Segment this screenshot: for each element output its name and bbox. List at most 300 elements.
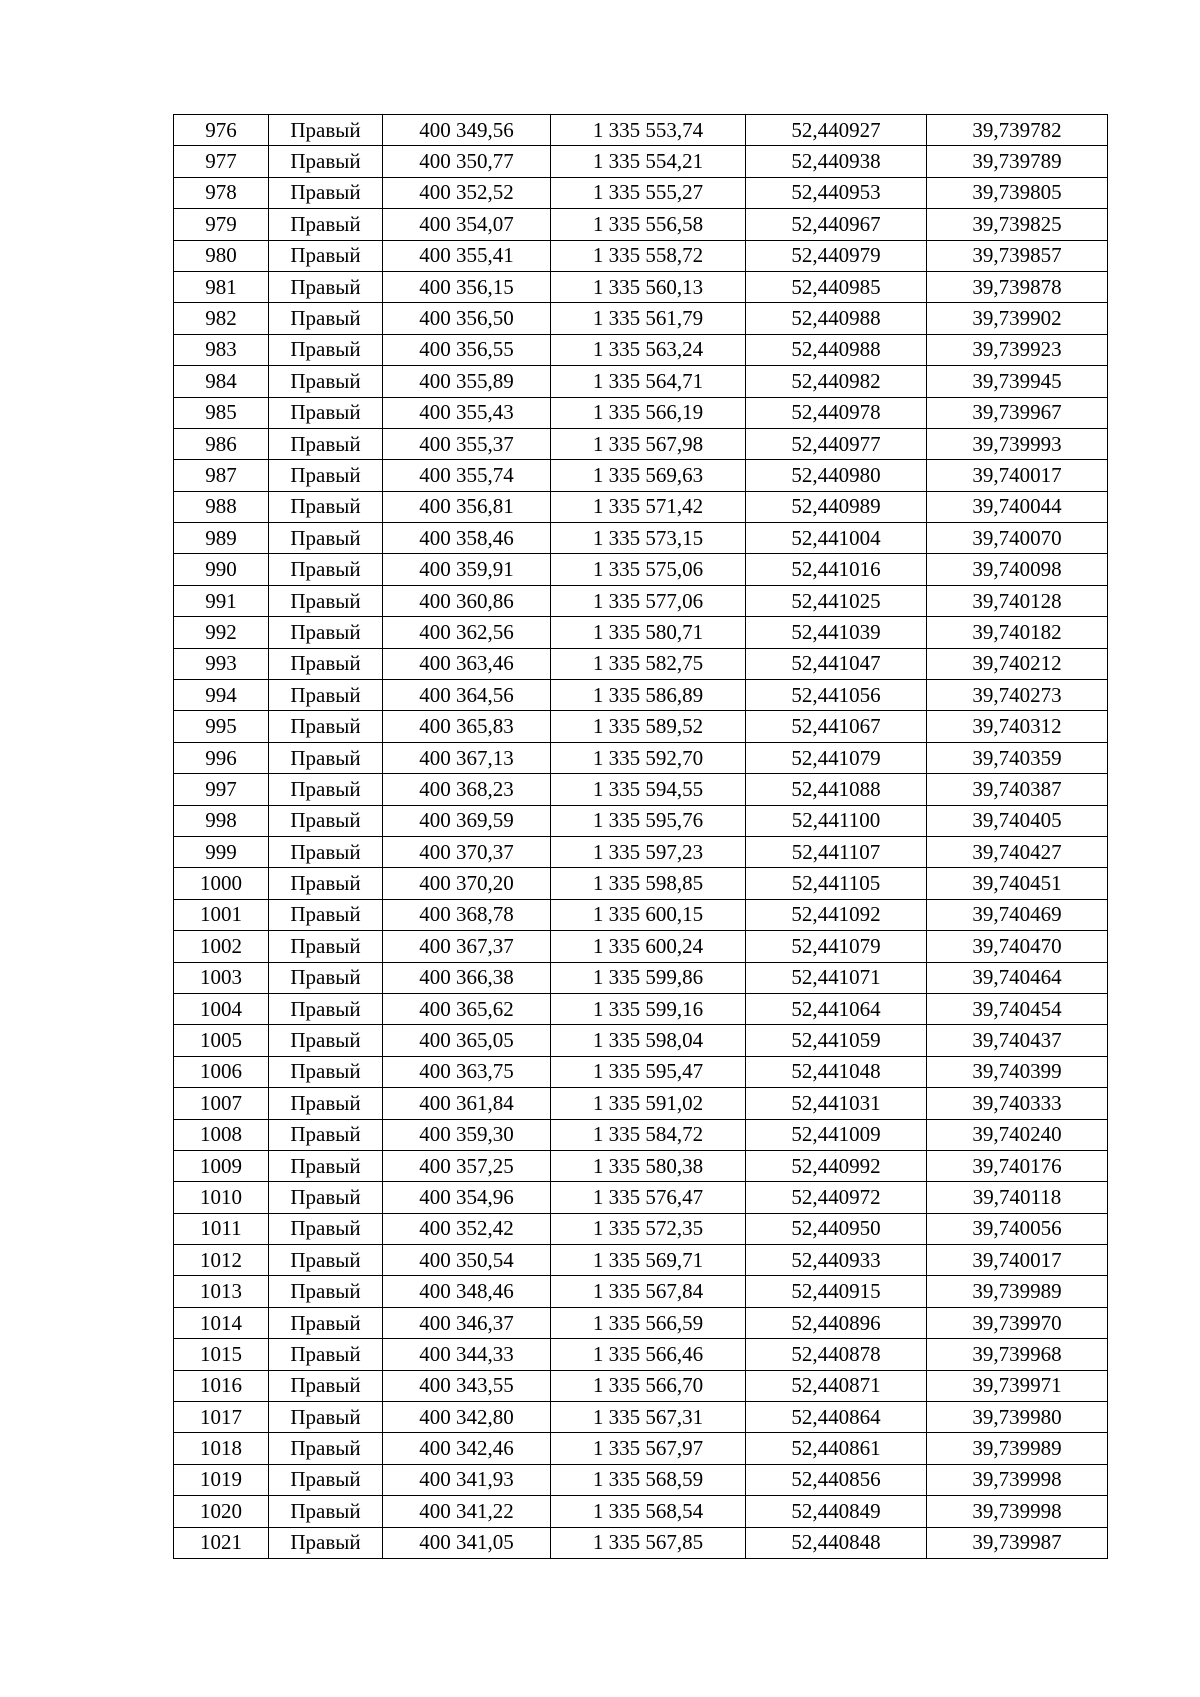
y-coordinate-cell: 1 335 564,71 xyxy=(551,366,746,397)
point-number-cell: 1016 xyxy=(174,1370,269,1401)
point-number-cell: 986 xyxy=(174,428,269,459)
longitude-cell: 39,740098 xyxy=(927,554,1108,585)
table-row xyxy=(174,115,1108,146)
y-coordinate-cell: 1 335 597,23 xyxy=(551,836,746,867)
y-coordinate-cell: 1 335 560,13 xyxy=(551,271,746,302)
longitude-cell: 39,739993 xyxy=(927,428,1108,459)
x-coordinate-cell: 400 355,89 xyxy=(383,366,551,397)
longitude-cell: 39,739857 xyxy=(927,240,1108,271)
point-number-cell: 1008 xyxy=(174,1119,269,1150)
table-row xyxy=(174,1182,1108,1213)
point-number-cell: 1010 xyxy=(174,1182,269,1213)
table-body xyxy=(174,115,1108,1559)
table-row xyxy=(174,1150,1108,1181)
latitude-cell: 52,440861 xyxy=(746,1433,927,1464)
longitude-cell: 39,740359 xyxy=(927,742,1108,773)
x-coordinate-cell: 400 350,54 xyxy=(383,1245,551,1276)
longitude-cell: 39,740182 xyxy=(927,617,1108,648)
side-cell: Правый xyxy=(269,1182,383,1213)
table-row xyxy=(174,1245,1108,1276)
longitude-cell: 39,740128 xyxy=(927,585,1108,616)
x-coordinate-cell: 400 368,78 xyxy=(383,899,551,930)
x-coordinate-cell: 400 356,15 xyxy=(383,271,551,302)
side-cell: Правый xyxy=(269,836,383,867)
longitude-cell: 39,739945 xyxy=(927,366,1108,397)
x-coordinate-cell: 400 344,33 xyxy=(383,1339,551,1370)
latitude-cell: 52,440878 xyxy=(746,1339,927,1370)
longitude-cell: 39,739805 xyxy=(927,177,1108,208)
point-number-cell: 1014 xyxy=(174,1307,269,1338)
side-cell: Правый xyxy=(269,303,383,334)
table-row xyxy=(174,742,1108,773)
point-number-cell: 1001 xyxy=(174,899,269,930)
x-coordinate-cell: 400 365,62 xyxy=(383,993,551,1024)
y-coordinate-cell: 1 335 569,63 xyxy=(551,460,746,491)
longitude-cell: 39,740399 xyxy=(927,1056,1108,1087)
side-cell: Правый xyxy=(269,899,383,930)
y-coordinate-cell: 1 335 589,52 xyxy=(551,711,746,742)
y-coordinate-cell: 1 335 575,06 xyxy=(551,554,746,585)
y-coordinate-cell: 1 335 567,97 xyxy=(551,1433,746,1464)
latitude-cell: 52,440915 xyxy=(746,1276,927,1307)
latitude-cell: 52,440988 xyxy=(746,334,927,365)
side-cell: Правый xyxy=(269,931,383,962)
side-cell: Правый xyxy=(269,115,383,146)
y-coordinate-cell: 1 335 576,47 xyxy=(551,1182,746,1213)
x-coordinate-cell: 400 341,05 xyxy=(383,1527,551,1558)
latitude-cell: 52,441105 xyxy=(746,868,927,899)
side-cell: Правый xyxy=(269,1496,383,1527)
x-coordinate-cell: 400 367,13 xyxy=(383,742,551,773)
y-coordinate-cell: 1 335 595,47 xyxy=(551,1056,746,1087)
table-row xyxy=(174,491,1108,522)
latitude-cell: 52,441059 xyxy=(746,1025,927,1056)
x-coordinate-cell: 400 367,37 xyxy=(383,931,551,962)
longitude-cell: 39,739980 xyxy=(927,1402,1108,1433)
y-coordinate-cell: 1 335 591,02 xyxy=(551,1088,746,1119)
longitude-cell: 39,740176 xyxy=(927,1150,1108,1181)
x-coordinate-cell: 400 355,74 xyxy=(383,460,551,491)
x-coordinate-cell: 400 343,55 xyxy=(383,1370,551,1401)
longitude-cell: 39,740017 xyxy=(927,460,1108,491)
y-coordinate-cell: 1 335 599,16 xyxy=(551,993,746,1024)
y-coordinate-cell: 1 335 584,72 xyxy=(551,1119,746,1150)
x-coordinate-cell: 400 360,86 xyxy=(383,585,551,616)
x-coordinate-cell: 400 354,07 xyxy=(383,209,551,240)
point-number-cell: 976 xyxy=(174,115,269,146)
longitude-cell: 39,740070 xyxy=(927,523,1108,554)
longitude-cell: 39,740333 xyxy=(927,1088,1108,1119)
latitude-cell: 52,440848 xyxy=(746,1527,927,1558)
latitude-cell: 52,441092 xyxy=(746,899,927,930)
y-coordinate-cell: 1 335 599,86 xyxy=(551,962,746,993)
x-coordinate-cell: 400 346,37 xyxy=(383,1307,551,1338)
table-row xyxy=(174,931,1108,962)
side-cell: Правый xyxy=(269,711,383,742)
table-row xyxy=(174,962,1108,993)
y-coordinate-cell: 1 335 595,76 xyxy=(551,805,746,836)
table-row xyxy=(174,993,1108,1024)
point-number-cell: 983 xyxy=(174,334,269,365)
y-coordinate-cell: 1 335 556,58 xyxy=(551,209,746,240)
point-number-cell: 1004 xyxy=(174,993,269,1024)
point-number-cell: 1009 xyxy=(174,1150,269,1181)
point-number-cell: 999 xyxy=(174,836,269,867)
side-cell: Правый xyxy=(269,209,383,240)
longitude-cell: 39,740470 xyxy=(927,931,1108,962)
y-coordinate-cell: 1 335 567,31 xyxy=(551,1402,746,1433)
latitude-cell: 52,441079 xyxy=(746,742,927,773)
point-number-cell: 1003 xyxy=(174,962,269,993)
x-coordinate-cell: 400 348,46 xyxy=(383,1276,551,1307)
x-coordinate-cell: 400 355,37 xyxy=(383,428,551,459)
latitude-cell: 52,440978 xyxy=(746,397,927,428)
x-coordinate-cell: 400 355,43 xyxy=(383,397,551,428)
point-number-cell: 1006 xyxy=(174,1056,269,1087)
side-cell: Правый xyxy=(269,1402,383,1433)
longitude-cell: 39,740273 xyxy=(927,680,1108,711)
longitude-cell: 39,740387 xyxy=(927,774,1108,805)
y-coordinate-cell: 1 335 567,85 xyxy=(551,1527,746,1558)
side-cell: Правый xyxy=(269,1307,383,1338)
table-row xyxy=(174,648,1108,679)
latitude-cell: 52,441016 xyxy=(746,554,927,585)
point-number-cell: 1002 xyxy=(174,931,269,962)
y-coordinate-cell: 1 335 594,55 xyxy=(551,774,746,805)
longitude-cell: 39,740044 xyxy=(927,491,1108,522)
point-number-cell: 992 xyxy=(174,617,269,648)
longitude-cell: 39,739878 xyxy=(927,271,1108,302)
y-coordinate-cell: 1 335 566,19 xyxy=(551,397,746,428)
side-cell: Правый xyxy=(269,366,383,397)
longitude-cell: 39,740437 xyxy=(927,1025,1108,1056)
side-cell: Правый xyxy=(269,177,383,208)
side-cell: Правый xyxy=(269,1025,383,1056)
latitude-cell: 52,441009 xyxy=(746,1119,927,1150)
x-coordinate-cell: 400 350,77 xyxy=(383,146,551,177)
x-coordinate-cell: 400 356,81 xyxy=(383,491,551,522)
point-number-cell: 995 xyxy=(174,711,269,742)
table-row xyxy=(174,774,1108,805)
y-coordinate-cell: 1 335 567,84 xyxy=(551,1276,746,1307)
point-number-cell: 982 xyxy=(174,303,269,334)
table-row xyxy=(174,303,1108,334)
x-coordinate-cell: 400 341,93 xyxy=(383,1464,551,1495)
point-number-cell: 993 xyxy=(174,648,269,679)
table-row xyxy=(174,209,1108,240)
latitude-cell: 52,441056 xyxy=(746,680,927,711)
x-coordinate-cell: 400 364,56 xyxy=(383,680,551,711)
latitude-cell: 52,440977 xyxy=(746,428,927,459)
y-coordinate-cell: 1 335 566,46 xyxy=(551,1339,746,1370)
table-row xyxy=(174,1307,1108,1338)
x-coordinate-cell: 400 356,55 xyxy=(383,334,551,365)
side-cell: Правый xyxy=(269,1464,383,1495)
x-coordinate-cell: 400 363,75 xyxy=(383,1056,551,1087)
y-coordinate-cell: 1 335 600,24 xyxy=(551,931,746,962)
point-number-cell: 984 xyxy=(174,366,269,397)
point-number-cell: 980 xyxy=(174,240,269,271)
point-number-cell: 1019 xyxy=(174,1464,269,1495)
point-number-cell: 979 xyxy=(174,209,269,240)
table-row xyxy=(174,1464,1108,1495)
latitude-cell: 52,441079 xyxy=(746,931,927,962)
table-row xyxy=(174,1527,1108,1558)
latitude-cell: 52,440871 xyxy=(746,1370,927,1401)
side-cell: Правый xyxy=(269,271,383,302)
latitude-cell: 52,440938 xyxy=(746,146,927,177)
side-cell: Правый xyxy=(269,460,383,491)
table-row xyxy=(174,585,1108,616)
point-number-cell: 1012 xyxy=(174,1245,269,1276)
table-row xyxy=(174,868,1108,899)
latitude-cell: 52,440980 xyxy=(746,460,927,491)
latitude-cell: 52,440864 xyxy=(746,1402,927,1433)
longitude-cell: 39,739782 xyxy=(927,115,1108,146)
x-coordinate-cell: 400 370,37 xyxy=(383,836,551,867)
point-number-cell: 996 xyxy=(174,742,269,773)
latitude-cell: 52,440979 xyxy=(746,240,927,271)
y-coordinate-cell: 1 335 568,54 xyxy=(551,1496,746,1527)
table-row xyxy=(174,366,1108,397)
side-cell: Правый xyxy=(269,523,383,554)
table-row xyxy=(174,240,1108,271)
longitude-cell: 39,740405 xyxy=(927,805,1108,836)
point-number-cell: 1020 xyxy=(174,1496,269,1527)
latitude-cell: 52,440927 xyxy=(746,115,927,146)
table-row xyxy=(174,523,1108,554)
latitude-cell: 52,441047 xyxy=(746,648,927,679)
table-row xyxy=(174,1496,1108,1527)
latitude-cell: 52,441048 xyxy=(746,1056,927,1087)
table-row xyxy=(174,899,1108,930)
y-coordinate-cell: 1 335 598,85 xyxy=(551,868,746,899)
longitude-cell: 39,739998 xyxy=(927,1464,1108,1495)
side-cell: Правый xyxy=(269,1370,383,1401)
side-cell: Правый xyxy=(269,1245,383,1276)
longitude-cell: 39,740454 xyxy=(927,993,1108,1024)
point-number-cell: 985 xyxy=(174,397,269,428)
table-row xyxy=(174,836,1108,867)
longitude-cell: 39,739989 xyxy=(927,1433,1108,1464)
y-coordinate-cell: 1 335 561,79 xyxy=(551,303,746,334)
latitude-cell: 52,440896 xyxy=(746,1307,927,1338)
latitude-cell: 52,441071 xyxy=(746,962,927,993)
point-number-cell: 991 xyxy=(174,585,269,616)
latitude-cell: 52,441025 xyxy=(746,585,927,616)
y-coordinate-cell: 1 335 569,71 xyxy=(551,1245,746,1276)
latitude-cell: 52,440967 xyxy=(746,209,927,240)
latitude-cell: 52,441064 xyxy=(746,993,927,1024)
longitude-cell: 39,740240 xyxy=(927,1119,1108,1150)
side-cell: Правый xyxy=(269,680,383,711)
y-coordinate-cell: 1 335 592,70 xyxy=(551,742,746,773)
x-coordinate-cell: 400 358,46 xyxy=(383,523,551,554)
x-coordinate-cell: 400 359,30 xyxy=(383,1119,551,1150)
table-row xyxy=(174,177,1108,208)
side-cell: Правый xyxy=(269,993,383,1024)
x-coordinate-cell: 400 342,46 xyxy=(383,1433,551,1464)
longitude-cell: 39,739825 xyxy=(927,209,1108,240)
x-coordinate-cell: 400 370,20 xyxy=(383,868,551,899)
point-number-cell: 988 xyxy=(174,491,269,522)
point-number-cell: 978 xyxy=(174,177,269,208)
longitude-cell: 39,740212 xyxy=(927,648,1108,679)
y-coordinate-cell: 1 335 582,75 xyxy=(551,648,746,679)
side-cell: Правый xyxy=(269,1213,383,1244)
point-number-cell: 1000 xyxy=(174,868,269,899)
side-cell: Правый xyxy=(269,868,383,899)
point-number-cell: 990 xyxy=(174,554,269,585)
x-coordinate-cell: 400 349,56 xyxy=(383,115,551,146)
longitude-cell: 39,739967 xyxy=(927,397,1108,428)
longitude-cell: 39,739923 xyxy=(927,334,1108,365)
side-cell: Правый xyxy=(269,146,383,177)
latitude-cell: 52,440985 xyxy=(746,271,927,302)
longitude-cell: 39,740427 xyxy=(927,836,1108,867)
x-coordinate-cell: 400 342,80 xyxy=(383,1402,551,1433)
longitude-cell: 39,740017 xyxy=(927,1245,1108,1276)
side-cell: Правый xyxy=(269,1150,383,1181)
y-coordinate-cell: 1 335 554,21 xyxy=(551,146,746,177)
point-number-cell: 994 xyxy=(174,680,269,711)
latitude-cell: 52,441031 xyxy=(746,1088,927,1119)
table-row xyxy=(174,554,1108,585)
longitude-cell: 39,739971 xyxy=(927,1370,1108,1401)
y-coordinate-cell: 1 335 580,38 xyxy=(551,1150,746,1181)
table-row xyxy=(174,1276,1108,1307)
y-coordinate-cell: 1 335 571,42 xyxy=(551,491,746,522)
longitude-cell: 39,740118 xyxy=(927,1182,1108,1213)
latitude-cell: 52,440982 xyxy=(746,366,927,397)
y-coordinate-cell: 1 335 566,70 xyxy=(551,1370,746,1401)
side-cell: Правый xyxy=(269,774,383,805)
side-cell: Правый xyxy=(269,962,383,993)
longitude-cell: 39,740056 xyxy=(927,1213,1108,1244)
longitude-cell: 39,739789 xyxy=(927,146,1108,177)
point-number-cell: 989 xyxy=(174,523,269,554)
table-row xyxy=(174,1025,1108,1056)
table-row xyxy=(174,271,1108,302)
table-row xyxy=(174,428,1108,459)
point-number-cell: 1007 xyxy=(174,1088,269,1119)
side-cell: Правый xyxy=(269,1056,383,1087)
point-number-cell: 987 xyxy=(174,460,269,491)
table-row xyxy=(174,1213,1108,1244)
y-coordinate-cell: 1 335 600,15 xyxy=(551,899,746,930)
point-number-cell: 981 xyxy=(174,271,269,302)
table-row xyxy=(174,680,1108,711)
side-cell: Правый xyxy=(269,617,383,648)
table-row xyxy=(174,1088,1108,1119)
table-row xyxy=(174,460,1108,491)
longitude-cell: 39,740469 xyxy=(927,899,1108,930)
y-coordinate-cell: 1 335 572,35 xyxy=(551,1213,746,1244)
point-number-cell: 1015 xyxy=(174,1339,269,1370)
latitude-cell: 52,440989 xyxy=(746,491,927,522)
y-coordinate-cell: 1 335 566,59 xyxy=(551,1307,746,1338)
y-coordinate-cell: 1 335 577,06 xyxy=(551,585,746,616)
y-coordinate-cell: 1 335 573,15 xyxy=(551,523,746,554)
x-coordinate-cell: 400 355,41 xyxy=(383,240,551,271)
x-coordinate-cell: 400 356,50 xyxy=(383,303,551,334)
latitude-cell: 52,440849 xyxy=(746,1496,927,1527)
table-row xyxy=(174,1056,1108,1087)
y-coordinate-cell: 1 335 555,27 xyxy=(551,177,746,208)
side-cell: Правый xyxy=(269,1339,383,1370)
point-number-cell: 977 xyxy=(174,146,269,177)
x-coordinate-cell: 400 354,96 xyxy=(383,1182,551,1213)
table-row xyxy=(174,805,1108,836)
point-number-cell: 1018 xyxy=(174,1433,269,1464)
x-coordinate-cell: 400 365,83 xyxy=(383,711,551,742)
x-coordinate-cell: 400 359,91 xyxy=(383,554,551,585)
side-cell: Правый xyxy=(269,585,383,616)
side-cell: Правый xyxy=(269,1088,383,1119)
point-number-cell: 1017 xyxy=(174,1402,269,1433)
x-coordinate-cell: 400 363,46 xyxy=(383,648,551,679)
latitude-cell: 52,441088 xyxy=(746,774,927,805)
y-coordinate-cell: 1 335 553,74 xyxy=(551,115,746,146)
latitude-cell: 52,441039 xyxy=(746,617,927,648)
y-coordinate-cell: 1 335 567,98 xyxy=(551,428,746,459)
table-row xyxy=(174,711,1108,742)
side-cell: Правый xyxy=(269,742,383,773)
y-coordinate-cell: 1 335 558,72 xyxy=(551,240,746,271)
longitude-cell: 39,739968 xyxy=(927,1339,1108,1370)
longitude-cell: 39,740451 xyxy=(927,868,1108,899)
longitude-cell: 39,739970 xyxy=(927,1307,1108,1338)
longitude-cell: 39,739998 xyxy=(927,1496,1108,1527)
table-row xyxy=(174,1433,1108,1464)
side-cell: Правый xyxy=(269,240,383,271)
x-coordinate-cell: 400 362,56 xyxy=(383,617,551,648)
side-cell: Правый xyxy=(269,397,383,428)
side-cell: Правый xyxy=(269,805,383,836)
latitude-cell: 52,440933 xyxy=(746,1245,927,1276)
y-coordinate-cell: 1 335 586,89 xyxy=(551,680,746,711)
latitude-cell: 52,440972 xyxy=(746,1182,927,1213)
x-coordinate-cell: 400 366,38 xyxy=(383,962,551,993)
latitude-cell: 52,441067 xyxy=(746,711,927,742)
table-row xyxy=(174,617,1108,648)
y-coordinate-cell: 1 335 568,59 xyxy=(551,1464,746,1495)
longitude-cell: 39,739987 xyxy=(927,1527,1108,1558)
latitude-cell: 52,440856 xyxy=(746,1464,927,1495)
side-cell: Правый xyxy=(269,1119,383,1150)
latitude-cell: 52,441100 xyxy=(746,805,927,836)
point-number-cell: 1021 xyxy=(174,1527,269,1558)
point-number-cell: 1011 xyxy=(174,1213,269,1244)
table-row xyxy=(174,1339,1108,1370)
point-number-cell: 997 xyxy=(174,774,269,805)
table-row xyxy=(174,1370,1108,1401)
table-row xyxy=(174,1119,1108,1150)
x-coordinate-cell: 400 341,22 xyxy=(383,1496,551,1527)
y-coordinate-cell: 1 335 598,04 xyxy=(551,1025,746,1056)
longitude-cell: 39,739902 xyxy=(927,303,1108,334)
coordinates-table xyxy=(173,114,1108,1559)
latitude-cell: 52,440950 xyxy=(746,1213,927,1244)
side-cell: Правый xyxy=(269,428,383,459)
table-row xyxy=(174,334,1108,365)
longitude-cell: 39,740312 xyxy=(927,711,1108,742)
side-cell: Правый xyxy=(269,554,383,585)
x-coordinate-cell: 400 368,23 xyxy=(383,774,551,805)
longitude-cell: 39,740464 xyxy=(927,962,1108,993)
longitude-cell: 39,739989 xyxy=(927,1276,1108,1307)
y-coordinate-cell: 1 335 580,71 xyxy=(551,617,746,648)
